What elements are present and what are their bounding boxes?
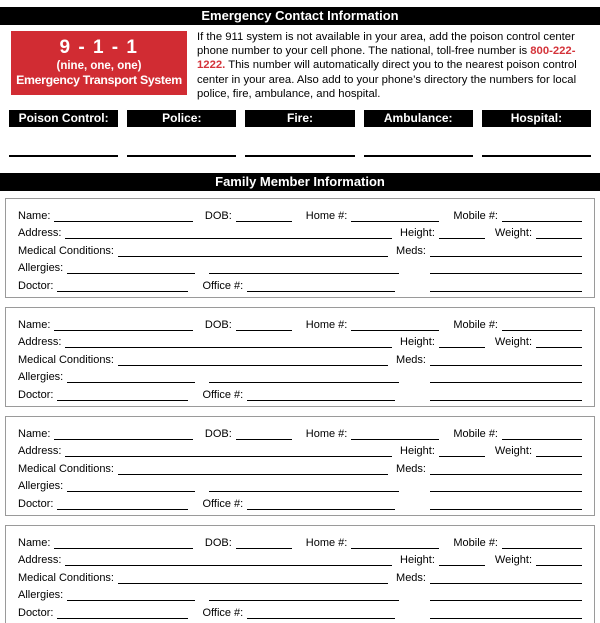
address-line[interactable] — [65, 556, 392, 566]
police-label: Police: — [127, 110, 236, 127]
doctor-line[interactable] — [57, 282, 188, 292]
home-number-line[interactable] — [351, 212, 439, 222]
address-row — [18, 441, 582, 459]
allergies-row — [18, 258, 582, 276]
medical-conditions-label: Medical Conditions: — [18, 462, 114, 475]
emergency-transport-label: Emergency Transport System — [16, 73, 182, 87]
dob-label: DOB: — [204, 209, 232, 222]
address-label: Address: — [18, 445, 62, 458]
name-row — [18, 205, 582, 223]
family-member-card — [5, 525, 595, 623]
address-line[interactable] — [65, 229, 392, 239]
meds-continuation-line-2[interactable] — [430, 500, 582, 510]
doctor-row — [18, 602, 582, 620]
mobile-number-line[interactable] — [502, 539, 582, 549]
address-label: Address: — [18, 336, 62, 349]
allergies-label: Allergies: — [18, 589, 64, 602]
address-row — [18, 332, 582, 350]
address-label: Address: — [18, 554, 62, 567]
office-number-line[interactable] — [247, 500, 395, 510]
meds-label: Meds: — [396, 353, 426, 366]
home-number-line[interactable] — [351, 321, 439, 331]
medical-conditions-line[interactable] — [118, 247, 388, 257]
height-label: Height: — [400, 336, 435, 349]
mobile-number-label: Mobile #: — [453, 536, 498, 549]
dob-line[interactable] — [236, 539, 292, 549]
meds-label: Meds: — [396, 244, 426, 257]
meds-line[interactable] — [430, 356, 582, 366]
address-line[interactable] — [65, 338, 392, 348]
allergies-row — [18, 585, 582, 603]
family-member-card — [5, 198, 595, 298]
family-section-header — [0, 173, 600, 191]
hospital-phone-line[interactable] — [482, 155, 591, 157]
office-number-label: Office #: — [202, 279, 244, 292]
allergies-row — [18, 367, 582, 385]
name-label: Name: — [18, 536, 51, 549]
weight-line[interactable] — [536, 556, 582, 566]
doctor-label: Doctor: — [18, 279, 54, 292]
medical-conditions-line[interactable] — [118, 356, 388, 366]
doctor-line[interactable] — [57, 500, 188, 510]
mobile-number-line[interactable] — [502, 212, 582, 222]
height-line[interactable] — [439, 229, 485, 239]
meds-line[interactable] — [430, 247, 582, 257]
height-label: Height: — [400, 445, 435, 458]
allergies-extra-line[interactable] — [209, 264, 399, 274]
home-number-label: Home #: — [305, 536, 348, 549]
name-label: Name: — [18, 427, 51, 440]
allergies-line[interactable] — [67, 373, 195, 383]
office-number-line[interactable] — [247, 609, 395, 619]
office-number-line[interactable] — [247, 391, 395, 401]
doctor-row — [18, 384, 582, 402]
poison-control-phone-line[interactable] — [9, 155, 118, 157]
address-row — [18, 550, 582, 568]
weight-line[interactable] — [536, 338, 582, 348]
dob-label: DOB: — [204, 536, 232, 549]
family-member-card — [5, 307, 595, 407]
allergies-label: Allergies: — [18, 262, 64, 275]
allergies-line[interactable] — [67, 482, 195, 492]
weight-label: Weight: — [494, 554, 532, 567]
allergies-extra-line[interactable] — [209, 482, 399, 492]
doctor-label: Doctor: — [18, 497, 54, 510]
medical-conditions-row — [18, 458, 582, 476]
weight-label: Weight: — [494, 336, 532, 349]
name-line[interactable] — [54, 539, 192, 549]
mobile-number-label: Mobile #: — [453, 209, 498, 222]
emergency-form-page — [0, 7, 600, 623]
dob-line[interactable] — [236, 321, 292, 331]
fire-phone-line[interactable] — [245, 155, 354, 157]
911-words: (nine, one, one) — [56, 60, 142, 72]
meds-continuation-line-2[interactable] — [430, 609, 582, 619]
intro-paragraph — [197, 30, 593, 101]
ambulance-phone-line[interactable] — [364, 155, 473, 157]
name-row — [18, 532, 582, 550]
mobile-number-label: Mobile #: — [453, 318, 498, 331]
meds-continuation-line[interactable] — [430, 373, 582, 383]
mobile-number-line[interactable] — [502, 430, 582, 440]
height-line[interactable] — [439, 338, 485, 348]
hospital-label: Hospital: — [482, 110, 591, 127]
weight-line[interactable] — [536, 447, 582, 457]
family-member-card — [5, 416, 595, 516]
office-number-label: Office #: — [202, 497, 244, 510]
police-phone-line[interactable] — [127, 155, 236, 157]
name-line[interactable] — [54, 321, 192, 331]
office-number-label: Office #: — [202, 606, 244, 619]
medical-conditions-label: Medical Conditions: — [18, 353, 114, 366]
poison-control-label: Poison Control: — [9, 110, 118, 127]
name-row — [18, 314, 582, 332]
weight-label: Weight: — [494, 227, 532, 240]
name-label: Name: — [18, 209, 51, 222]
office-number-line[interactable] — [247, 282, 395, 292]
doctor-row — [18, 275, 582, 293]
allergies-label: Allergies: — [18, 480, 64, 493]
medical-conditions-label: Medical Conditions: — [18, 244, 114, 257]
doctor-label: Doctor: — [18, 606, 54, 619]
allergies-extra-line[interactable] — [209, 373, 399, 383]
height-line[interactable] — [439, 447, 485, 457]
meds-continuation-line-2[interactable] — [430, 391, 582, 401]
doctor-line[interactable] — [57, 609, 188, 619]
medical-conditions-row — [18, 349, 582, 367]
doctor-label: Doctor: — [18, 388, 54, 401]
meds-continuation-line[interactable] — [430, 591, 582, 601]
meds-line[interactable] — [430, 465, 582, 475]
medical-conditions-row — [18, 567, 582, 585]
home-number-label: Home #: — [305, 427, 348, 440]
home-number-line[interactable] — [351, 430, 439, 440]
doctor-row — [18, 493, 582, 511]
address-line[interactable] — [65, 447, 392, 457]
family-members-list — [0, 198, 600, 623]
height-label: Height: — [400, 227, 435, 240]
meds-label: Meds: — [396, 462, 426, 475]
allergies-line[interactable] — [67, 264, 195, 274]
dob-label: DOB: — [204, 318, 232, 331]
fire-label: Fire: — [245, 110, 354, 127]
meds-continuation-line[interactable] — [430, 264, 582, 274]
poison-control-phone-number: 800-222-1222. — [197, 45, 576, 72]
height-line[interactable] — [439, 556, 485, 566]
home-number-label: Home #: — [305, 318, 348, 331]
home-number-label: Home #: — [305, 209, 348, 222]
meds-continuation-line[interactable] — [430, 482, 582, 492]
meds-continuation-line-2[interactable] — [430, 282, 582, 292]
contact-labels-row — [0, 110, 600, 127]
emergency-section-title: Emergency Contact Information — [201, 8, 399, 23]
medical-conditions-line[interactable] — [118, 465, 388, 475]
contact-write-in-lines — [0, 127, 600, 157]
weight-line[interactable] — [536, 229, 582, 239]
medical-conditions-label: Medical Conditions: — [18, 571, 114, 584]
mobile-number-label: Mobile #: — [453, 427, 498, 440]
address-row — [18, 223, 582, 241]
name-line[interactable] — [54, 430, 192, 440]
emergency-section-header — [0, 7, 600, 25]
name-row — [18, 423, 582, 441]
top-section — [0, 31, 600, 101]
family-section-title: Family Member Information — [215, 174, 385, 190]
mobile-number-line[interactable] — [502, 321, 582, 331]
911-emergency-box — [11, 31, 187, 95]
office-number-label: Office #: — [202, 388, 244, 401]
intro-text-after: This number will automatically direct you to the nearest poison control center in your area. Also add to your phone’s directory the numbers for local police, fire, ambulance, and hospital. — [197, 59, 577, 100]
doctor-line[interactable] — [57, 391, 188, 401]
home-number-line[interactable] — [351, 539, 439, 549]
address-label: Address: — [18, 227, 62, 240]
allergies-row — [18, 476, 582, 494]
weight-label: Weight: — [494, 445, 532, 458]
medical-conditions-line[interactable] — [118, 574, 388, 584]
allergies-label: Allergies: — [18, 371, 64, 384]
allergies-extra-line[interactable] — [209, 591, 399, 601]
911-number: 9 - 1 - 1 — [59, 37, 139, 58]
ambulance-label: Ambulance: — [364, 110, 473, 127]
medical-conditions-row — [18, 240, 582, 258]
meds-line[interactable] — [430, 574, 582, 584]
dob-line[interactable] — [236, 212, 292, 222]
name-line[interactable] — [54, 212, 192, 222]
dob-line[interactable] — [236, 430, 292, 440]
dob-label: DOB: — [204, 427, 232, 440]
intro-text-before: If the 911 system is not available in your area, add the poison control center phone number to your cell phone. The national, toll-free number is — [197, 31, 575, 58]
height-label: Height: — [400, 554, 435, 567]
meds-label: Meds: — [396, 571, 426, 584]
name-label: Name: — [18, 318, 51, 331]
allergies-line[interactable] — [67, 591, 195, 601]
